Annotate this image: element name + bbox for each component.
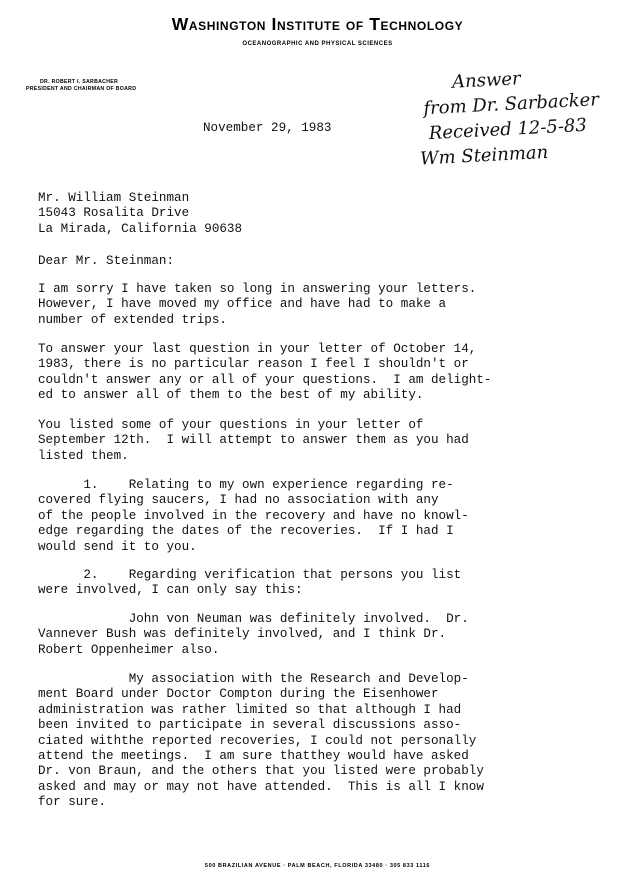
handwritten-line: from Dr. Sarbacker: [422, 89, 600, 120]
handwritten-line: Answer: [451, 68, 522, 93]
letterhead: [0, 14, 635, 47]
body-paragraph: 1. Relating to my own experience regarding re- covered flying saucers, I had no association with any of the people involved in the recovery and have no knowl- edge regarding the dates of the recoveries. If I had I would send it to you.: [38, 478, 469, 554]
letterhead-subtitle: OCEANOGRAPHIC AND PHYSICAL SCIENCES: [242, 41, 393, 47]
body-paragraph: John von Neuman was definitely involved. Dr. Vannever Bush was definitely involved, and I think Dr. Robert Oppenheimer also.: [38, 612, 469, 657]
body-paragraph: I am sorry I have taken so long in answering your letters. However, I have moved my office and have had to make a number of extended trips.: [38, 282, 477, 327]
address-line: La Mirada, California 90638: [38, 221, 243, 236]
letter-date: November 29, 1983: [203, 121, 332, 135]
officer-title: PRESIDENT AND CHAIRMAN OF BOARD: [26, 86, 137, 92]
handwritten-note: [416, 60, 635, 171]
officer-block: [26, 79, 136, 93]
body-paragraph: My association with the Research and Develop- ment Board under Doctor Compton during the Eisenhower administration was rather limited so that although I had been invited to participate in several discussions asso- ciated withthe reported recoveries, I could not personally attend the meetings. I am sure thatthey would have asked Dr. von Braun, and the others that you listed were probably asked and may or may not have attended. This is all I know for sure.: [38, 672, 484, 810]
address-line: Mr. William Steinman: [38, 191, 190, 205]
officer-name: DR. ROBERT I. SARBACHER: [40, 79, 119, 85]
body-paragraph: 2. Regarding verification that persons you list were involved, I can only say this:: [38, 568, 462, 598]
letterhead-title: Washington Institute of Technology: [171, 14, 464, 34]
body-paragraph: To answer your last question in your letter of October 14, 1983, there is no particular reason I feel I shouldn't or couldn't answer any or all of your questions. I am delight- ed to answer all of them to the best of my ability.: [38, 342, 492, 403]
address-line: 15043 Rosalita Drive: [38, 206, 190, 221]
letterhead-footer: 500 BRAZILIAN AVENUE · PALM BEACH, FLORIDA 33480 · 305 833 1116: [204, 863, 431, 869]
handwritten-line: Received 12-5-83: [428, 114, 588, 145]
recipient-address: [38, 191, 242, 237]
handwritten-line: Wm Steinman: [419, 141, 549, 170]
body-paragraph: You listed some of your questions in your letter of September 12th. I will attempt to answer them as you had listed them.: [38, 418, 469, 463]
salutation: Dear Mr. Steinman:: [38, 254, 175, 268]
